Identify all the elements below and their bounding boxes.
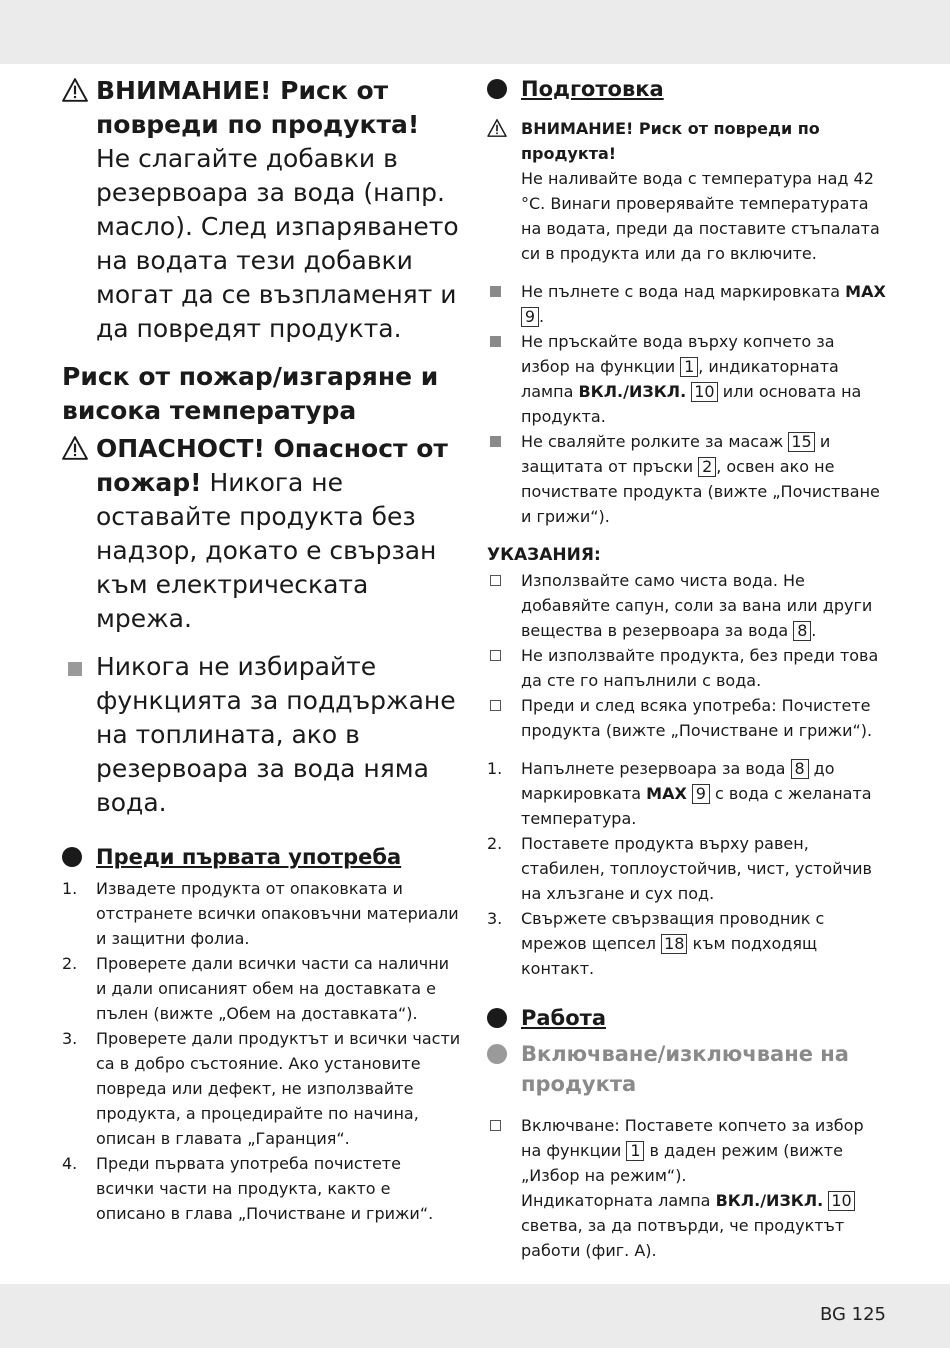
- text: Свържете свързващия проводник с мрежов щепсел: [521, 909, 825, 953]
- page-number: BG 125: [819, 1304, 886, 1325]
- step-number: 2.: [487, 834, 503, 853]
- left-column: [62, 74, 462, 1226]
- text: , освен ако не почиствате продукта (вижте „Почистване и грижи“).: [521, 457, 880, 526]
- text: към подходящ контакт.: [521, 934, 818, 978]
- text: в даден режим (вижте „Избор на режим“).: [521, 1141, 843, 1185]
- bullet-circle-icon: [487, 1044, 507, 1064]
- checkbox-bullet-icon: [490, 1120, 501, 1131]
- text: Не пръскайте вода върху копчето за избор на функции: [521, 332, 835, 376]
- section-heading-fire: Риск от пожар/изгаряне и висока температура: [62, 362, 439, 425]
- square-bullet-icon: [490, 286, 501, 297]
- square-bullet-icon: [68, 662, 82, 676]
- part-ref: 1: [680, 357, 698, 377]
- step-text: Проверете дали продуктът и всички части са в добро състояние. Ако установите повреда или дефект, не използвайте продукта, а процедирайте по начина, описан в главата „Гаранция“.: [96, 1029, 461, 1148]
- checkbox-bullet-icon: [490, 650, 501, 661]
- notes-heading: УКАЗАНИЯ:: [487, 545, 601, 565]
- bullet-text: Никога не избирайте функцията за поддържане на топлината, ако в резервоара за вода няма вода.: [96, 652, 456, 817]
- bullet-circle-icon: [487, 1008, 507, 1028]
- section-on-off: [487, 1039, 887, 1099]
- part-ref: 10: [691, 382, 717, 402]
- step-text: Проверете дали всички части са налични и дали описаният обем на доставката е пълен (вижте „Обем на доставката“).: [96, 954, 450, 1023]
- list-item: [62, 951, 462, 1026]
- text: .: [539, 307, 545, 326]
- part-ref: 9: [521, 307, 539, 327]
- bullet-keep-warm: [62, 650, 462, 820]
- text: .: [811, 621, 817, 640]
- text: Не пълнете с вода над маркировката: [521, 282, 841, 301]
- text: Не сваляйте ролките за масаж: [521, 432, 784, 451]
- step-number: 3.: [62, 1029, 78, 1048]
- warning-block-temperature: [487, 116, 887, 266]
- part-ref: 9: [692, 784, 710, 804]
- warning-title: ВНИМАНИЕ! Риск от повреди по продукта!: [521, 119, 820, 163]
- text: с вода с желаната температура.: [521, 784, 872, 828]
- text: , индикаторната лампа: [521, 357, 839, 401]
- section-title: Преди първата употреба: [96, 845, 402, 869]
- section-title: Подготовка: [521, 77, 664, 101]
- warning-block-additives: [62, 74, 462, 346]
- text: Използвайте само чиста вода. Не добавяйте сапун, соли за вана или други вещества в резервоара за вода: [521, 571, 873, 640]
- list-item: [487, 906, 887, 981]
- section-operation: [487, 1003, 887, 1033]
- text: Включване: Поставете копчето за избор на функции: [521, 1116, 864, 1160]
- warning-text: Не наливайте вода с температура над 42 °C. Винаги проверявайте температурата на водата, преди да поставите стъпалата си в продукта или да го включите.: [521, 169, 880, 263]
- max-label: MAX: [646, 784, 687, 803]
- list-item: [62, 876, 462, 951]
- top-band: [0, 0, 950, 64]
- text: или основата на продукта.: [521, 382, 862, 426]
- notes-list: [487, 568, 887, 743]
- text: Индикаторната лампа: [521, 1191, 711, 1210]
- text: Не използвайте продукта, без преди това да сте го напълнили с вода.: [521, 646, 879, 690]
- bullet-circle-icon: [487, 79, 507, 99]
- warning-triangle-icon: [62, 78, 88, 102]
- part-ref: 10: [828, 1191, 854, 1211]
- part-ref: 1: [626, 1141, 644, 1161]
- text: Преди и след всяка употреба: Почистете продукта (вижте „Почистване и грижи“).: [521, 696, 873, 740]
- step-number: 4.: [62, 1154, 78, 1173]
- text: и защитата от пръски: [521, 432, 831, 476]
- warning-title: ВНИМАНИЕ! Риск от повреди по продукта!: [96, 76, 420, 139]
- danger-block: [62, 432, 462, 636]
- text: светва, за да потвърди, че продуктът работи (фиг. A).: [521, 1216, 845, 1260]
- checkbox-bullet-icon: [490, 575, 501, 586]
- warning-text: Не слагайте добавки в резервоара за вода (напр. масло). След изпаряването на водата тези добавки могат да се възпламенят и да повредят продукта.: [96, 144, 459, 343]
- list-item: [487, 429, 887, 529]
- list-item: [487, 1113, 887, 1263]
- prep-bullets: [487, 279, 887, 529]
- list-item: [487, 568, 887, 643]
- list-item: [487, 329, 887, 429]
- step-number: 1.: [62, 879, 78, 898]
- on-off-label: ВКЛ./ИЗКЛ.: [578, 382, 687, 401]
- square-bullet-icon: [490, 336, 501, 347]
- step-number: 3.: [487, 909, 503, 928]
- text: Напълнете резервоара за вода: [521, 759, 786, 778]
- text: Поставете продукта върху равен, стабилен, топлоустойчив, чист, устойчив на хлъзгане и сух под.: [521, 834, 872, 903]
- on-off-label: ВКЛ./ИЗКЛ.: [715, 1191, 824, 1210]
- danger-text: Никога не оставайте продукта без надзор, докато е свързан към електрическата мрежа.: [96, 468, 437, 633]
- section-title: Работа: [521, 1006, 606, 1030]
- section-before-first-use: [62, 842, 462, 872]
- step-number: 2.: [62, 954, 78, 973]
- step-text: Преди първата употреба почистете всички части на продукта, както е описано в глава „Почистване и грижи“.: [96, 1154, 434, 1223]
- bullet-circle-icon: [62, 847, 82, 867]
- list-item: [487, 279, 887, 329]
- warning-triangle-icon: [487, 119, 507, 137]
- on-off-line: [521, 1188, 887, 1263]
- list-item: [487, 831, 887, 906]
- list-item: [62, 1026, 462, 1151]
- max-label: MAX: [845, 282, 886, 301]
- step-number: 1.: [487, 759, 503, 778]
- step-text: Извадете продукта от опаковката и отстранете всички опаковъчни материали и защитни фолиа.: [96, 879, 459, 948]
- checkbox-bullet-icon: [490, 700, 501, 711]
- danger-title: ОПАСНОСТ! Опасност от пожар!: [96, 434, 448, 497]
- warning-triangle-icon: [62, 436, 88, 460]
- section-title: Включване/изключване на продукта: [521, 1042, 849, 1096]
- list-item: [487, 756, 887, 831]
- part-ref: 15: [788, 432, 814, 452]
- text: до маркировката: [521, 759, 835, 803]
- list-item: [62, 1151, 462, 1226]
- square-bullet-icon: [490, 436, 501, 447]
- part-ref: 18: [661, 934, 687, 954]
- part-ref: 8: [793, 621, 811, 641]
- list-item: [487, 643, 887, 693]
- section-preparation: [487, 74, 887, 104]
- part-ref: 2: [698, 457, 716, 477]
- prep-steps: [487, 756, 887, 981]
- footer-band: [0, 1284, 950, 1348]
- first-use-steps: [62, 876, 462, 1226]
- part-ref: 8: [791, 759, 809, 779]
- right-column: [487, 74, 887, 1263]
- list-item: [487, 693, 887, 743]
